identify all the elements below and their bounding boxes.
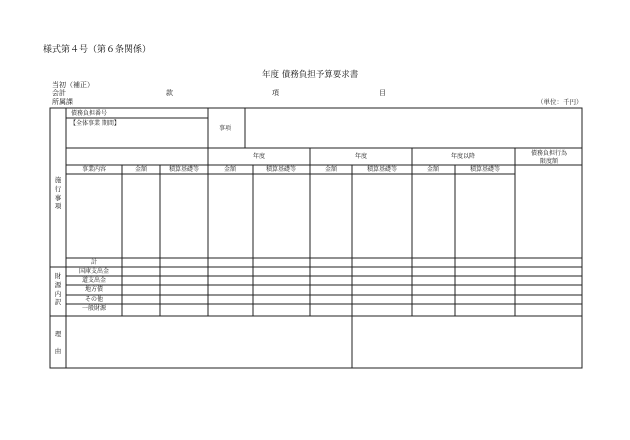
kou-label: 項 [272,89,279,97]
zaigen-row-label: 国庫支出金 [78,268,110,275]
gendogaku-line2: 限度額 [539,158,559,165]
col-kingaku-2: 金額 [223,166,237,173]
shikou-jikou-label: 施 行 事 項 [54,176,62,211]
col-kingaku-4: 金額 [426,166,440,173]
kan-label: 款 [166,89,173,97]
zaigen-row-label: その他 [84,296,104,303]
document-title: 年度 債務負担予算要求書 [262,70,359,80]
gendogaku-line1: 債務負担行為 [530,150,568,157]
shozoku-label: 所属課 [52,98,73,106]
col-kingaku-3: 金額 [324,166,338,173]
nendo-2-label: 年度 [354,153,368,160]
col-sekisan-1: 積算基礎等 [168,166,200,173]
col-sekisan-3: 積算基礎等 [366,166,398,173]
zaigen-row-label: 一般財源 [81,305,107,312]
nendo-ikou-label: 年度以降 [450,153,476,160]
zaigen-uchiwake-label: 財 源 内 訳 [54,272,62,307]
col-jigyou-naiyou: 事業内容 [81,166,107,173]
moku-label: 目 [379,89,386,97]
nendo-1-label: 年度 [252,153,266,160]
kaikei-label: 会計 [52,89,66,97]
saimu-futan-bangou-label: 債務負担番号 [71,110,108,117]
zaigen-row-label: 道支出金 [81,277,107,284]
col-kingaku-1: 金額 [134,166,148,173]
unit-label: （単位：千円） [537,98,583,106]
toushyo-hosei-label: 当初（補正） [52,81,94,89]
jikou-label: 事項 [219,125,232,132]
zaigen-row-label: 地方債 [84,286,104,293]
col-sekisan-2: 積算基礎等 [265,166,297,173]
riyuu-label: 理 由 [54,330,62,355]
kei-label: 計 [90,259,98,266]
zentai-jigyou-kikan-label: 【全体事業 期間】 [70,120,120,127]
col-sekisan-4: 積算基礎等 [469,166,501,173]
form-number: 様式第４号（第６条関係） [43,45,152,55]
